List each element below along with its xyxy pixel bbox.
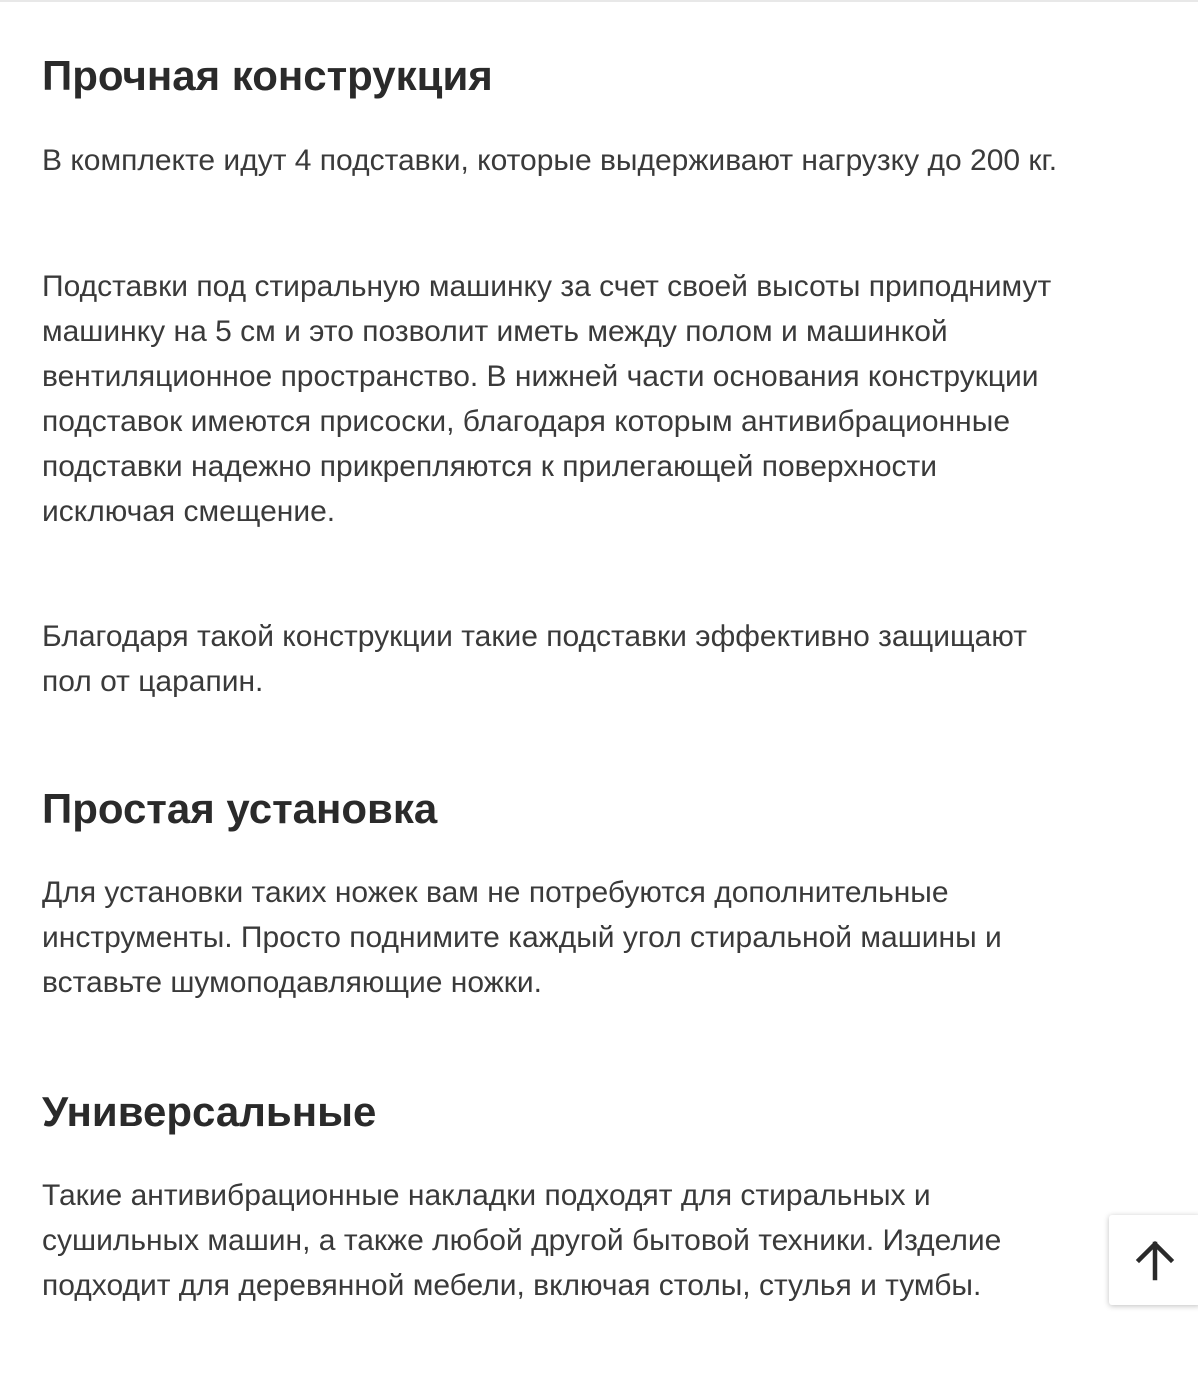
arrow-up-icon bbox=[1133, 1238, 1177, 1282]
paragraph-kit-contents: В комплекте идут 4 подставки, которые выдерживают нагрузку до 200 кг. bbox=[42, 144, 1058, 177]
paragraph-height-ventilation: Подставки под стиральную машинку за счет своей высоты приподнимут машинку на 5 см и это позволит иметь между полом и машинкой вентиляционное пространство. В нижней части основания конструкции подставок имеются присоски, благодаря которым антивибрационные подставки надежно прикрепляются к прилегающей поверхности исключая смещение. bbox=[42, 270, 1052, 528]
top-divider bbox=[0, 0, 1198, 2]
paragraph-universal-use: Такие антивибрационные накладки подходят для стиральных и сушильных машин, а также любой другой бытовой техники. Изделие подходит для деревянной мебели, включая столы, стулья и тумбы. bbox=[42, 1179, 1002, 1302]
heading-durable-construction: Прочная конструкция bbox=[42, 52, 493, 99]
scroll-to-top-button[interactable] bbox=[1109, 1215, 1198, 1305]
paragraph-installation: Для установки таких ножек вам не потребуются дополнительные инструменты. Просто поднимите каждый угол стиральной машины и вставьте шумоподавляющие ножки. bbox=[42, 876, 1002, 999]
paragraph-scratch-protection: Благодаря такой конструкции такие подставки эффективно защищают пол от царапин. bbox=[42, 620, 1027, 698]
heading-universal: Универсальные bbox=[42, 1088, 377, 1135]
heading-easy-installation: Простая установка bbox=[42, 785, 438, 832]
